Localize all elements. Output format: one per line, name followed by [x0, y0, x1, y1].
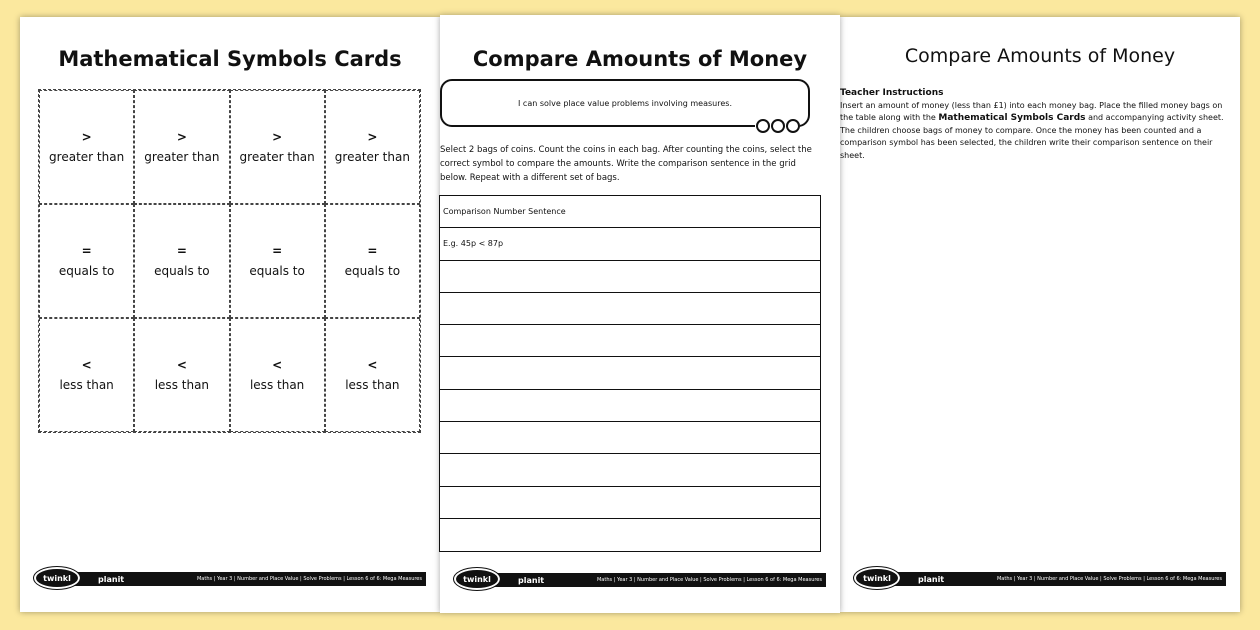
- instructions-text: Insert an amount of money (less than £1) into each money bag. Place the filled money bags on the table along with the: [840, 100, 1223, 122]
- symbol-card: [230, 90, 325, 204]
- instructions-bold: Mathematical Symbols Cards: [938, 113, 1086, 123]
- card-symbol: >: [272, 130, 283, 144]
- table-row: [440, 228, 820, 260]
- card-symbol: <: [176, 358, 187, 372]
- answer-table: [439, 195, 821, 552]
- footer: [454, 563, 826, 599]
- twinkl-logo: twinkl: [454, 568, 500, 590]
- card-symbol: >: [176, 130, 187, 144]
- rating-circles: [755, 119, 800, 133]
- card-label: equals to: [154, 264, 210, 278]
- footer: [854, 562, 1226, 598]
- row-text: Comparison Number Sentence: [443, 207, 566, 217]
- breadcrumb: Maths | Year 3 | Number and Place Value | Solve Problems | Lesson 6 of 6: Mega Measures: [996, 576, 1222, 582]
- card-label: equals to: [249, 264, 305, 278]
- page-activity-sheet: [440, 15, 840, 613]
- table-row: [440, 519, 820, 551]
- symbol-card: [325, 318, 420, 432]
- breadcrumb: Maths | Year 3 | Number and Place Value | Solve Problems | Lesson 6 of 6: Mega Measures: [596, 577, 822, 583]
- instructions-text: and accompanying activity sheet. The children choose bags of money to compare. Once the money has been counted and a comparison symbol has been selected, the children write their comparison sentence on their sheet.: [840, 113, 1224, 160]
- card-symbol: =: [272, 244, 283, 258]
- symbol-card: [39, 204, 134, 318]
- symbol-card: [134, 90, 229, 204]
- breadcrumb: Maths | Year 3 | Number and Place Value | Solve Problems | Lesson 6 of 6: Mega Measures: [196, 576, 422, 582]
- learning-objective-box: [440, 79, 810, 127]
- card-symbol: >: [81, 130, 92, 144]
- table-row: [440, 357, 820, 389]
- card-label: greater than: [49, 150, 125, 164]
- table-row: [440, 454, 820, 486]
- page-title: Compare Amounts of Money: [904, 45, 1176, 67]
- card-symbol: =: [367, 244, 378, 258]
- symbol-card: [39, 318, 134, 432]
- twinkl-logo: twinkl: [34, 567, 80, 589]
- brand: planit: [518, 575, 545, 585]
- card-label: less than: [345, 378, 400, 392]
- symbol-card: [325, 90, 420, 204]
- brand: planit: [918, 574, 945, 584]
- page-symbols-cards: [20, 17, 440, 612]
- symbol-card: [230, 318, 325, 432]
- table-row: [440, 422, 820, 454]
- instructions-heading: Teacher Instructions: [840, 88, 944, 98]
- symbol-card: [230, 204, 325, 318]
- card-symbol: <: [81, 358, 92, 372]
- card-label: less than: [249, 378, 305, 392]
- card-symbol: >: [367, 130, 378, 144]
- card-symbol: =: [81, 244, 92, 258]
- page-teacher-instructions: [840, 17, 1240, 612]
- row-text: E.g. 45p < 87p: [443, 239, 504, 249]
- twinkl-logo: twinkl: [854, 567, 900, 589]
- symbol-card: [39, 90, 134, 204]
- table-row: [440, 325, 820, 357]
- card-label: equals to: [58, 264, 115, 278]
- page-title: Mathematical Symbols Cards: [58, 47, 402, 71]
- card-label: equals to: [344, 264, 401, 278]
- table-row: [440, 261, 820, 293]
- table-row: [440, 293, 820, 325]
- card-label: less than: [59, 378, 114, 392]
- card-label: less than: [154, 378, 210, 392]
- cards-grid: [38, 89, 421, 433]
- card-label: greater than: [239, 150, 315, 164]
- footer: [34, 562, 426, 598]
- table-row: [440, 196, 820, 228]
- table-row: [440, 487, 820, 519]
- card-symbol: <: [272, 358, 283, 372]
- symbol-card: [134, 318, 229, 432]
- card-label: greater than: [144, 150, 220, 164]
- card-symbol: <: [367, 358, 378, 372]
- instructions: Select 2 bags of coins. Count the coins in each bag. After counting the coins, select the correct symbol to compare the amounts. Write the comparison sentence in the grid below. Repeat with a different set of bags.: [440, 145, 812, 183]
- brand: planit: [98, 574, 125, 584]
- page-title: Compare Amounts of Money: [472, 47, 808, 71]
- card-symbol: =: [176, 244, 187, 258]
- symbol-card: [134, 204, 229, 318]
- teacher-instructions: [840, 87, 1225, 162]
- card-label: greater than: [334, 150, 410, 164]
- objective-text: I can solve place value problems involving measures.: [518, 98, 732, 108]
- symbol-card: [325, 204, 420, 318]
- table-row: [440, 390, 820, 422]
